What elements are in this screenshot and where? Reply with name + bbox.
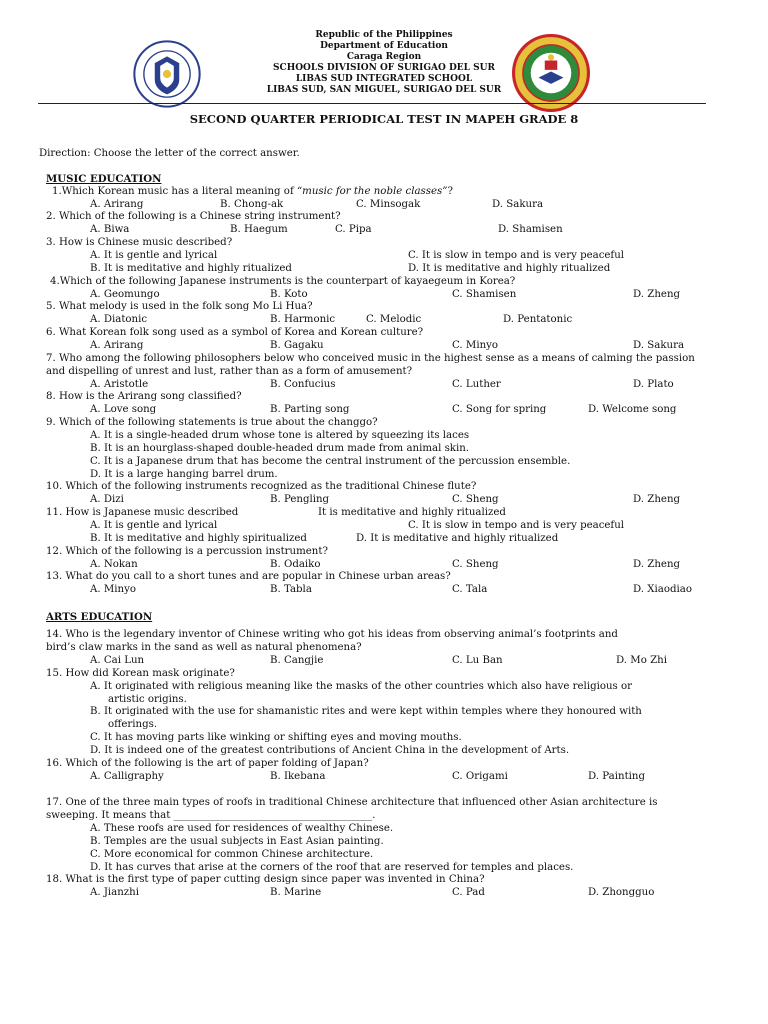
q13-option-a[interactable]: A. Minyo [90,584,136,595]
q10-option-d[interactable]: D. Zheng [633,494,681,505]
question-17-cont: sweeping. It means that _______________________________________. [46,810,376,821]
page-title: SECOND QUARTER PERIODICAL TEST IN MAPEH GRADE 8 [189,112,579,126]
school-header [0,30,768,96]
q14-option-b[interactable]: B. Cangjie [270,655,324,666]
question-14-cont: bird’s claw marks in the sand as well as natural phenomena? [46,642,362,653]
q9-option-c[interactable]: C. It is a Japanese drum that has become the central instrument of the percussion ensemble. [90,456,571,467]
question-17: 17. One of the three main types of roofs in traditional Chinese architecture that influenced other Asian architecture is [46,797,658,808]
q2-option-a[interactable]: A. Biwa [90,224,130,235]
q17-option-a[interactable]: A. These roofs are used for residences of wealthy Chinese. [90,823,394,834]
section-heading-music: MUSIC EDUCATION [46,173,162,185]
q18-option-c[interactable]: C. Pad [452,887,485,898]
q11-option-c[interactable]: C. It is slow in tempo and is very peaceful [408,520,625,531]
q7-option-a[interactable]: A. Aristotle [90,379,149,390]
q15-option-a-cont: artistic origins. [108,694,187,705]
q16-option-d[interactable]: D. Painting [588,771,646,782]
q12-option-b[interactable]: B. Odaiko [270,559,321,570]
header-line: Caraga Region [346,52,422,62]
q16-option-c[interactable]: C. Origami [452,771,508,782]
q14-option-c[interactable]: C. Lu Ban [452,655,503,666]
q6-option-d[interactable]: D. Sakura [633,340,685,351]
q9-option-d[interactable]: D. It is a large hanging barrel drum. [90,469,278,480]
q15-option-c[interactable]: C. It has moving parts like winking or shifting eyes and moving mouths. [90,732,462,743]
question-18: 18. What is the first type of paper cutting design since paper was invented in China? [46,874,485,885]
header-line: SCHOOLS DIVISION OF SURIGAO DEL SUR [273,63,495,73]
q15-option-b[interactable]: B. It originated with the use for shamanistic rites and were kept within temples where they honoured with [90,706,642,717]
q17-option-d[interactable]: D. It has curves that arise at the corners of the roof that are reserved for temples and places. [90,862,574,873]
question-16: 16. Which of the following is the art of paper folding of Japan? [46,758,369,769]
q15-option-d[interactable]: D. It is indeed one of the greatest contributions of Ancient China in the development of Arts. [90,745,570,756]
q8-option-a[interactable]: A. Love song [90,404,157,415]
q9-option-b[interactable]: B. It is an hourglass-shaped double-headed drum made from animal skin. [90,443,470,454]
q10-option-c[interactable]: C. Sheng [452,494,499,505]
q1-option-c[interactable]: C. Minsogak [356,199,421,210]
question-3: 3. How is Chinese music described? [46,237,233,248]
section-heading-arts: ARTS EDUCATION [46,611,153,623]
q12-option-c[interactable]: C. Sheng [452,559,499,570]
q6-option-c[interactable]: C. Minyo [452,340,499,351]
q10-option-a[interactable]: A. Dizi [90,494,124,505]
header-line: Republic of the Philippines [315,30,453,40]
question-9: 9. Which of the following statements is true about the changgo? [46,417,378,428]
q18-option-b[interactable]: B. Marine [270,887,322,898]
q7-option-c[interactable]: C. Luther [452,379,501,390]
question-12: 12. Which of the following is a percussion instrument? [46,546,328,557]
question-1 [52,186,453,198]
q11-option-a[interactable]: A. It is gentle and lyrical [90,520,218,531]
q7-option-d[interactable]: D. Plato [633,379,674,390]
q2-option-c[interactable]: C. Pipa [335,224,372,235]
q15-option-b-cont: offerings. [108,719,158,730]
direction-text: Direction: Choose the letter of the correct answer. [39,148,300,159]
question-8: 8. How is the Arirang song classified? [46,391,242,402]
q6-option-a[interactable]: A. Arirang [90,340,144,351]
q11-option-b[interactable]: B. It is meditative and highly spiritualized [90,533,307,544]
q9-option-a[interactable]: A. It is a single-headed drum whose tone is altered by squeezing its laces [90,430,470,441]
q1-emphasis: “music for the noble classes” [296,186,448,197]
q2-option-d[interactable]: D. Shamisen [498,224,563,235]
q12-option-d[interactable]: D. Zheng [633,559,681,570]
q5-option-b[interactable]: B. Harmonic [270,314,336,325]
question-14: 14. Who is the legendary inventor of Chinese writing who got his ideas from observing animal’s footprints and [46,629,618,640]
question-15: 15. How did Korean mask originate? [46,668,235,679]
q1-option-b[interactable]: B. Chong-ak [220,199,284,210]
q5-option-d[interactable]: D. Pentatonic [503,314,573,325]
q11-extra-text: It is meditative and highly ritualized [318,507,506,518]
q5-option-c[interactable]: C. Melodic [366,314,422,325]
q11-option-d[interactable]: D. It is meditative and highly ritualized [356,533,559,544]
question-4: 4.Which of the following Japanese instruments is the counterpart of kayaegeum in Korea? [50,276,516,287]
q13-option-d[interactable]: D. Xiaodiao [633,584,692,595]
q1-option-a[interactable]: A. Arirang [90,199,144,210]
question-2: 2. Which of the following is a Chinese string instrument? [46,211,341,222]
q4-option-b[interactable]: B. Koto [270,289,308,300]
q16-option-b[interactable]: B. Ikebana [270,771,326,782]
q3-option-a[interactable]: A. It is gentle and lyrical [90,250,218,261]
q1-pre: 1.Which Korean music has a literal meaning of [52,186,297,197]
q17-option-c[interactable]: C. More economical for common Chinese architecture. [90,849,374,860]
q12-option-a[interactable]: A. Nokan [90,559,138,570]
q3-option-d[interactable]: D. It is meditative and highly ritualized [408,263,611,274]
q3-option-c[interactable]: C. It is slow in tempo and is very peaceful [408,250,625,261]
q4-option-d[interactable]: D. Zheng [633,289,681,300]
header-line: LIBAS SUD INTEGRATED SCHOOL [295,74,473,84]
q4-option-a[interactable]: A. Geomungo [90,289,160,300]
q7-option-b[interactable]: B. Confucius [270,379,336,390]
question-6: 6. What Korean folk song used as a symbol of Korea and Korean culture? [46,327,424,338]
q8-option-d[interactable]: D. Welcome song [588,404,677,415]
q17-option-b[interactable]: B. Temples are the usual subjects in East Asian painting. [90,836,384,847]
q1-post: ? [447,186,453,197]
question-10: 10. Which of the following instruments recognized as the traditional Chinese flute? [46,481,477,492]
q14-option-d[interactable]: D. Mo Zhi [616,655,667,666]
q2-option-b[interactable]: B. Haegum [230,224,288,235]
q3-option-b[interactable]: B. It is meditative and highly ritualized [90,263,292,274]
header-line: Department of Education [320,41,448,51]
q10-option-b[interactable]: B. Pengling [270,494,330,505]
q1-option-d[interactable]: D. Sakura [492,199,544,210]
question-7-cont: and dispelling of unrest and lust, rather than as a form of amusement? [46,366,413,377]
q18-option-a[interactable]: A. Jianzhi [90,887,139,898]
q18-option-d[interactable]: D. Zhongguo [588,887,655,898]
question-7: 7. Who among the following philosophers below who conceived music in the highest sense as a means of calming the passion [46,353,695,364]
q8-option-c[interactable]: C. Song for spring [452,404,547,415]
question-5: 5. What melody is used in the folk song Mo Li Hua? [46,301,313,312]
header-divider [38,103,706,104]
q15-option-a[interactable]: A. It originated with religious meaning like the masks of the other countries which also have religious or [90,681,633,692]
q13-option-b[interactable]: B. Tabla [270,584,312,595]
question-11: 11. How is Japanese music described [46,507,239,518]
q13-option-c[interactable]: C. Tala [452,584,488,595]
q4-option-c[interactable]: C. Shamisen [452,289,517,300]
q6-option-b[interactable]: B. Gagaku [270,340,324,351]
q16-option-a[interactable]: A. Calligraphy [90,771,164,782]
question-13: 13. What do you call to a short tunes and are popular in Chinese urban areas? [46,571,451,582]
q8-option-b[interactable]: B. Parting song [270,404,350,415]
q14-option-a[interactable]: A. Cai Lun [90,655,145,666]
header-line: LIBAS SUD, SAN MIGUEL, SURIGAO DEL SUR [266,85,502,95]
q5-option-a[interactable]: A. Diatonic [90,314,148,325]
